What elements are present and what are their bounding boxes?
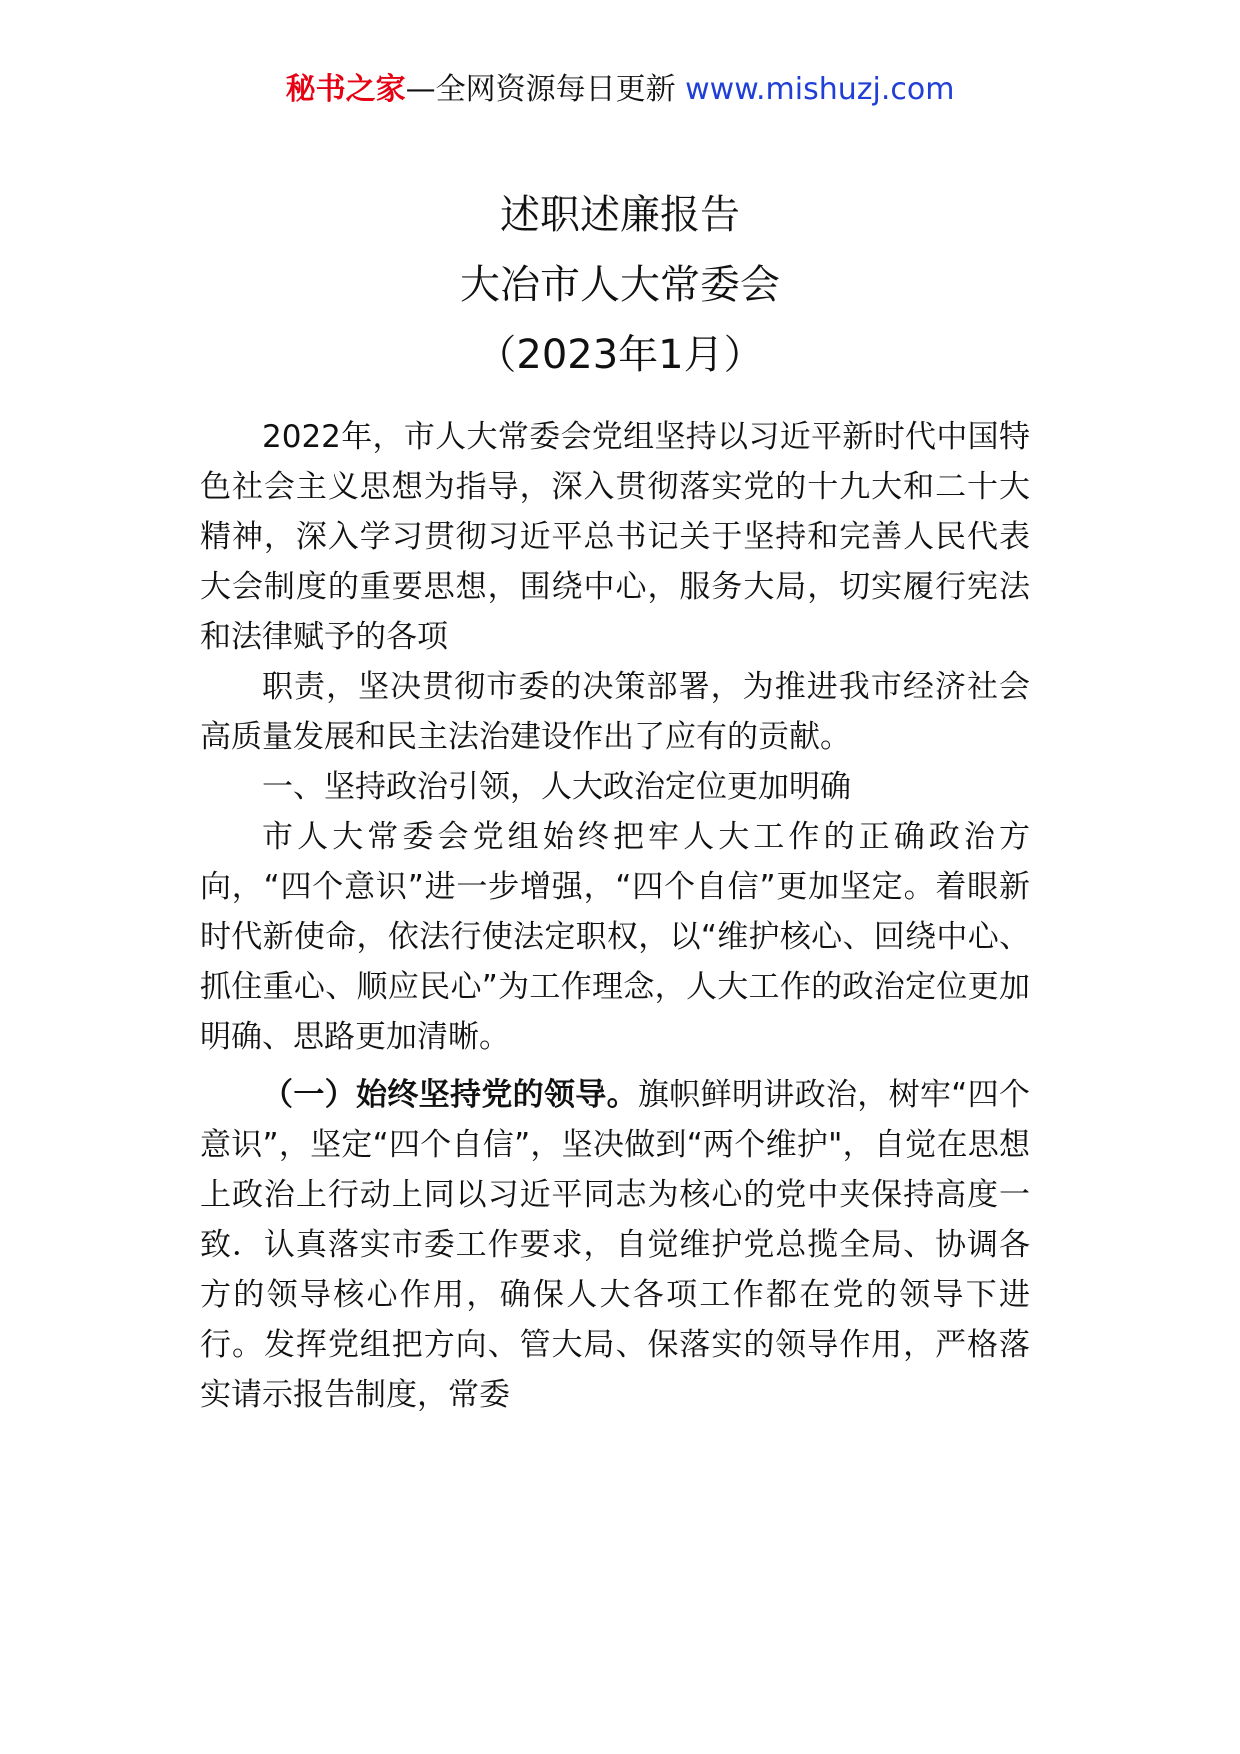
site-header — [0, 70, 1240, 110]
paragraph-subsection-1 — [200, 1070, 1030, 1420]
document-title-block — [0, 180, 1240, 390]
site-url-link[interactable]: www.mishuzj.com — [685, 72, 955, 107]
document-title: 述职述廉报告 — [500, 192, 740, 238]
subsection-lead: （一）始终坚持党的领导。 — [262, 1077, 638, 1113]
paragraph-intro: 2022年，市人大常委会党组坚持以习近平新时代中国特色社会主义思想为指导，深入贯彻落实党的十九大和二十大精神，深入学习贯彻习近平总书记关于坚持和完善人民代表大会制度的重要思想，围绕中心，服务大局，切实履行宪法和法律赋予的各项 — [200, 419, 1030, 655]
document-body — [200, 412, 1030, 1420]
paragraph-section-1: 市人大常委会党组始终把牢人大工作的正确政治方向，“四个意识”进一步增强，“四个自信”更加坚定。着眼新时代新使命，依法行使法定职权，以“维护核心、回绕中心、抓住重心、顺应民心”为工作理念，人大工作的政治定位更加明确、思路更加清晰。 — [200, 819, 1030, 1055]
section-heading-1: 一、坚持政治引领，人大政治定位更加明确 — [262, 769, 851, 805]
document-date: （2023年1月） — [476, 332, 764, 378]
subsection-body: 旗帜鲜明讲政治，树牢“四个意识”，坚定“四个自信”，坚决做到“两个维护"，自觉在思想上政治上行动上同以习近平同志为核心的党中夹保持高度一致．认真落实市委工作要求，自觉维护党总揽全局、协调各方的领导核心作用，确保人大各项工作都在党的领导下进行。发挥党组把方向、管大局、保落实的领导作用，严格落实请示报告制度，常委 — [200, 1077, 1030, 1413]
paragraph-intro-continued: 职责，坚决贯彻市委的决策部署，为推进我市经济社会高质量发展和民主法治建设作出了应有的贡献。 — [200, 669, 1030, 755]
document-organization: 大冶市人大常委会 — [460, 262, 780, 308]
header-tagline: —全网资源每日更新 — [405, 72, 676, 107]
brand-name: 秘书之家 — [285, 72, 406, 107]
